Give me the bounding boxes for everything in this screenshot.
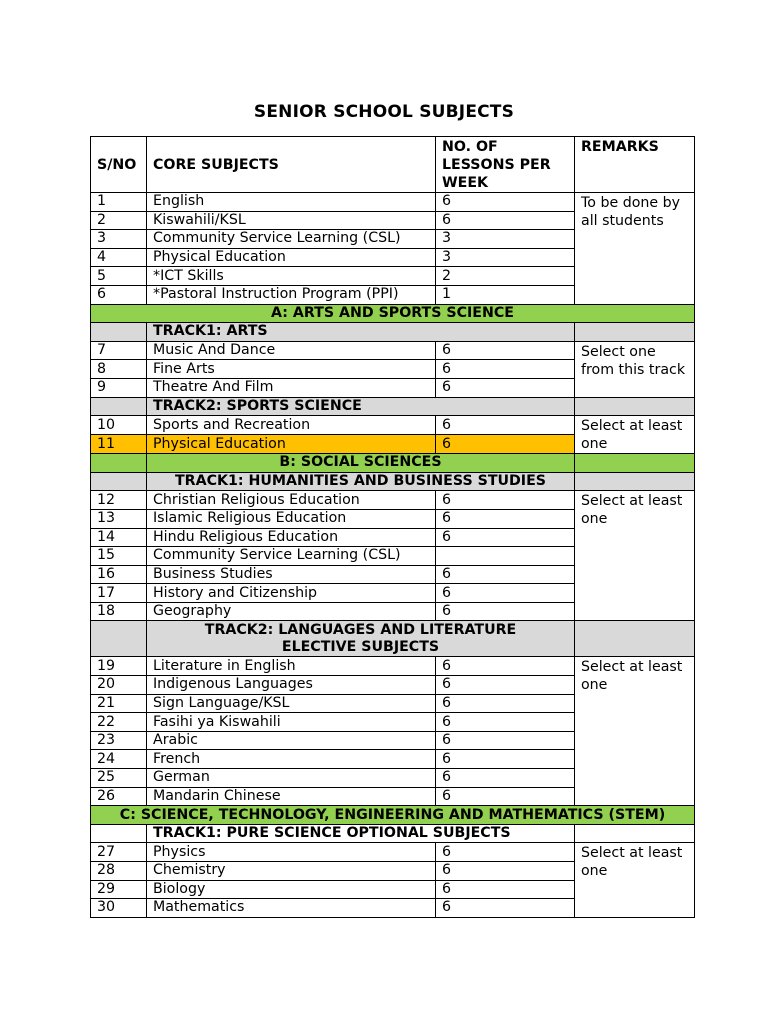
track-blank-cell [575,323,695,342]
track-title: TRACK1: HUMANITIES AND BUSINESS STUDIES [147,472,575,491]
table-header-row [91,137,695,193]
section-row-a [91,304,695,323]
table-row [91,843,695,862]
subject-cell: Physical Education [147,435,436,454]
sno-cell: 8 [91,360,147,379]
subject-cell: *ICT Skills [147,267,436,286]
subject-cell: Literature in English [147,657,436,676]
track-blank-cell [575,472,695,491]
sno-cell: 19 [91,657,147,676]
sno-cell: 26 [91,787,147,806]
lessons-cell: 6 [436,565,575,584]
track-blank-cell [91,323,147,342]
section-title: B: SOCIAL SCIENCES [147,454,575,473]
subject-cell: Physics [147,843,436,862]
table-row [91,416,695,435]
subject-cell: Fine Arts [147,360,436,379]
subject-cell: Hindu Religious Education [147,528,436,547]
page-title: SENIOR SCHOOL SUBJECTS [253,102,515,122]
sno-cell: 13 [91,509,147,528]
header-sno: S/NO [91,137,147,193]
subject-cell: Music And Dance [147,341,436,360]
sno-cell: 28 [91,862,147,881]
table-row [91,657,695,676]
lessons-cell: 6 [436,491,575,510]
lessons-cell: 6 [436,787,575,806]
sno-cell: 22 [91,713,147,732]
sno-cell: 14 [91,528,147,547]
track-row [91,621,695,657]
track-blank-cell [91,824,147,843]
remarks-cell: Select at least one [575,657,695,806]
lessons-cell: 3 [436,230,575,249]
sno-cell: 11 [91,435,147,454]
lessons-cell: 6 [436,769,575,788]
subject-cell: Biology [147,880,436,899]
sno-cell: 6 [91,285,147,304]
track-row [91,323,695,342]
lessons-cell: 2 [436,267,575,286]
lessons-cell: 6 [436,750,575,769]
subject-cell: Community Service Learning (CSL) [147,547,436,566]
track-title [147,621,575,657]
sno-cell: 10 [91,416,147,435]
lessons-cell [436,547,575,566]
track-blank-cell [91,397,147,416]
section-blank-cell [575,454,695,473]
subject-cell: Geography [147,602,436,621]
track-blank-cell [575,824,695,843]
sno-cell: 9 [91,378,147,397]
table-row [91,341,695,360]
sno-cell: 21 [91,694,147,713]
subject-cell: Fasihi ya Kiswahili [147,713,436,732]
sno-cell: 17 [91,584,147,603]
lessons-cell: 6 [436,416,575,435]
remarks-cell: Select one from this track [575,341,695,397]
subject-cell: Islamic Religious Education [147,509,436,528]
sno-cell: 18 [91,602,147,621]
header-core-subjects: CORE SUBJECTS [147,137,436,193]
lessons-cell: 6 [436,435,575,454]
lessons-cell: 3 [436,248,575,267]
subjects-table [90,136,695,918]
lessons-cell: 6 [436,843,575,862]
sno-cell: 20 [91,676,147,695]
lessons-cell: 6 [436,193,575,212]
subject-cell: Christian Religious Education [147,491,436,510]
subject-cell: Mathematics [147,899,436,918]
lessons-cell: 6 [436,341,575,360]
subject-cell: Community Service Learning (CSL) [147,230,436,249]
lessons-cell: 6 [436,360,575,379]
table-row [91,491,695,510]
subject-cell: Indigenous Languages [147,676,436,695]
section-row-b [91,454,695,473]
sno-cell: 15 [91,547,147,566]
track-row [91,397,695,416]
subject-cell: French [147,750,436,769]
subject-cell: Mandarin Chinese [147,787,436,806]
lessons-cell: 6 [436,731,575,750]
sno-cell: 5 [91,267,147,286]
sno-cell: 25 [91,769,147,788]
sno-cell: 23 [91,731,147,750]
header-lessons: NO. OF LESSONS PER WEEK [436,137,575,193]
lessons-cell: 6 [436,211,575,230]
lessons-cell: 6 [436,584,575,603]
remarks-cell: Select at least one [575,843,695,917]
sno-cell: 27 [91,843,147,862]
sno-cell: 12 [91,491,147,510]
section-title: A: ARTS AND SPORTS SCIENCE [91,304,695,323]
subject-cell: English [147,193,436,212]
lessons-cell: 6 [436,713,575,732]
lessons-cell: 6 [436,676,575,695]
track-blank-cell [91,621,147,657]
section-row-c [91,806,695,825]
subject-cell: Theatre And Film [147,378,436,397]
remarks-cell: Select at least one [575,416,695,454]
lessons-cell: 6 [436,602,575,621]
sno-cell: 16 [91,565,147,584]
subject-cell: History and Citizenship [147,584,436,603]
track-row [91,472,695,491]
table-row [91,193,695,212]
subject-cell: Sign Language/KSL [147,694,436,713]
subject-cell: Kiswahili/KSL [147,211,436,230]
section-title: C: SCIENCE, TECHNOLOGY, ENGINEERING AND MATHEMATICS (STEM) [91,806,695,825]
lessons-cell: 6 [436,378,575,397]
remarks-cell: To be done by all students [575,193,695,305]
subject-cell: Physical Education [147,248,436,267]
remarks-cell: Select at least one [575,491,695,621]
subject-cell: Sports and Recreation [147,416,436,435]
subject-cell: Arabic [147,731,436,750]
header-remarks: REMARKS [575,137,695,193]
track-row [91,824,695,843]
lessons-cell: 6 [436,657,575,676]
subject-cell: German [147,769,436,788]
sno-cell: 29 [91,880,147,899]
subject-cell: Business Studies [147,565,436,584]
subject-cell: *Pastoral Instruction Program (PPI) [147,285,436,304]
lessons-cell: 6 [436,694,575,713]
track-blank-cell [575,621,695,657]
sno-cell: 3 [91,230,147,249]
lessons-cell: 6 [436,509,575,528]
section-blank-cell [91,454,147,473]
track-title: TRACK1: ARTS [147,323,575,342]
track-blank-cell [575,397,695,416]
track-title-line: ELECTIVE SUBJECTS [281,638,440,655]
sno-cell: 1 [91,193,147,212]
sno-cell: 7 [91,341,147,360]
track-title: TRACK2: SPORTS SCIENCE [147,397,575,416]
sno-cell: 24 [91,750,147,769]
lessons-cell: 6 [436,899,575,918]
lessons-cell: 1 [436,285,575,304]
sno-cell: 4 [91,248,147,267]
sno-cell: 2 [91,211,147,230]
subject-cell: Chemistry [147,862,436,881]
sno-cell: 30 [91,899,147,918]
track-blank-cell [91,472,147,491]
lessons-cell: 6 [436,880,575,899]
track-title: TRACK1: PURE SCIENCE OPTIONAL SUBJECTS [147,824,575,843]
track-title-line: TRACK2: LANGUAGES AND LITERATURE [204,621,517,638]
lessons-cell: 6 [436,862,575,881]
lessons-cell: 6 [436,528,575,547]
